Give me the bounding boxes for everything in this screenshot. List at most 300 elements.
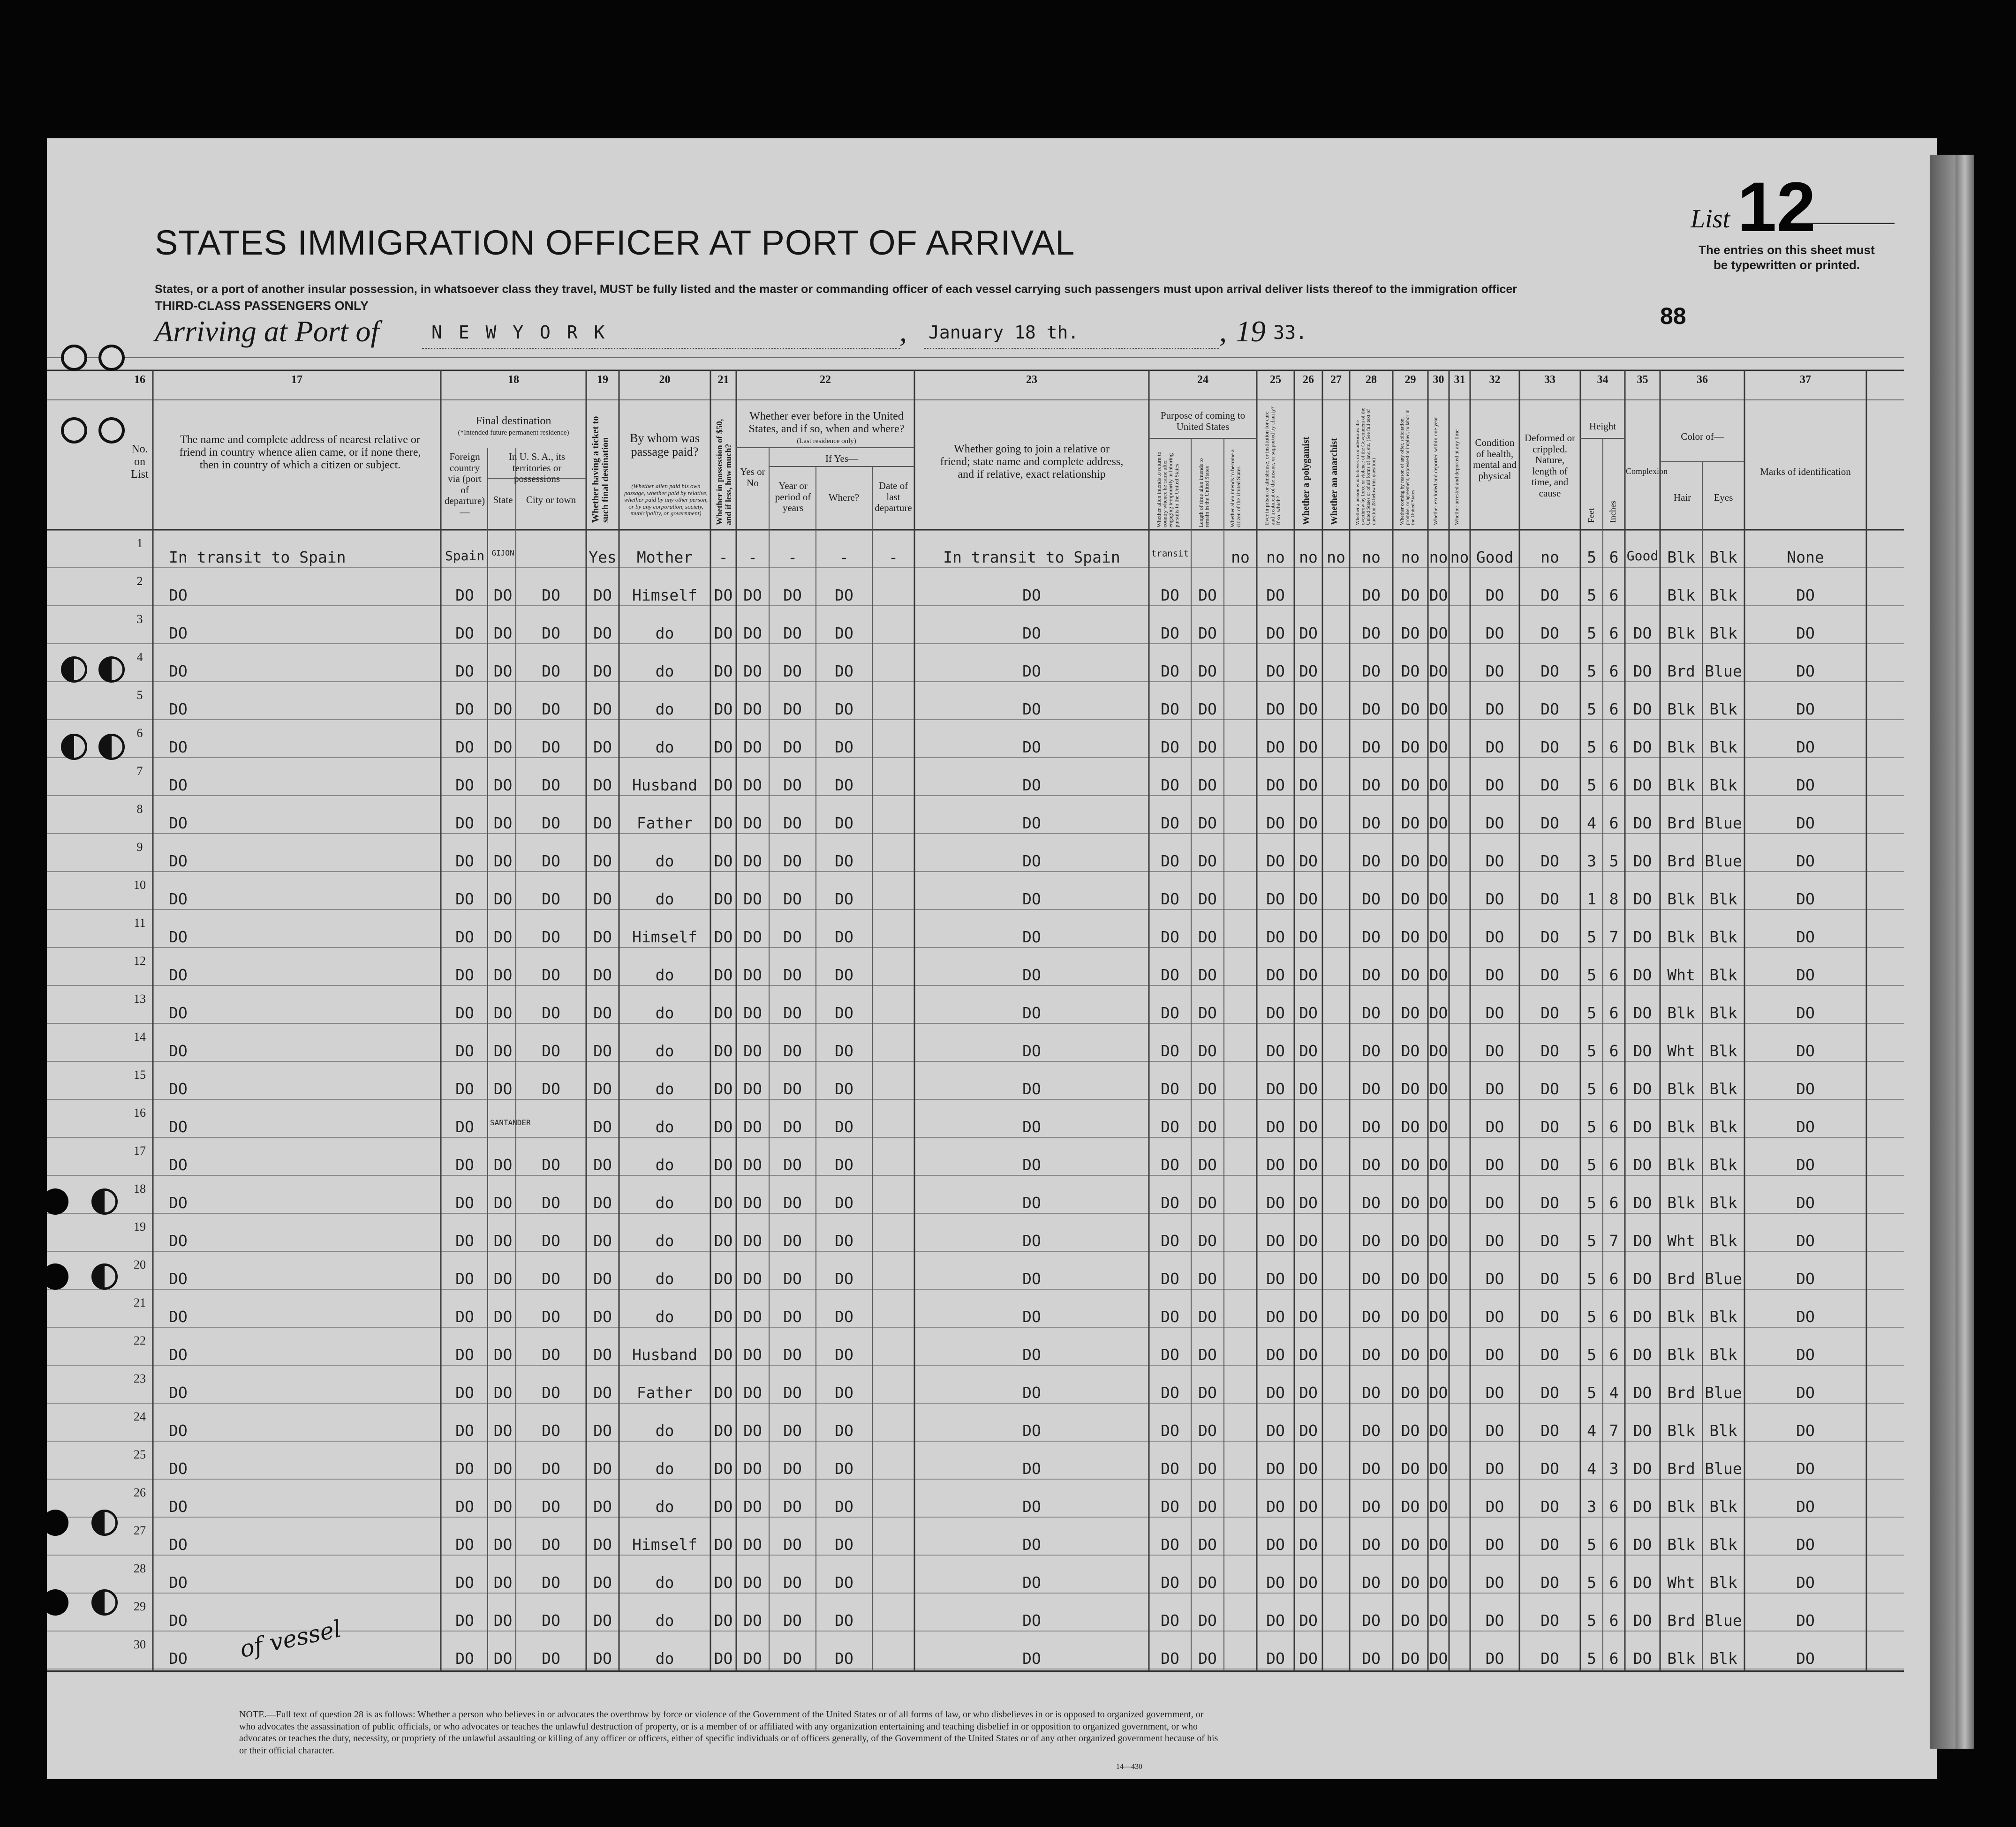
cell-c36h: Brd — [1667, 1611, 1695, 1630]
row-number: 11 — [134, 916, 146, 930]
cell-c34f: 5 — [1587, 1611, 1596, 1630]
cell-c21: DO — [714, 1118, 733, 1136]
cell-c19: DO — [593, 1383, 612, 1402]
cell-c24a: DO — [1161, 1535, 1179, 1554]
cell-c24a: DO — [1161, 1156, 1179, 1174]
cell-c36h: Wht — [1667, 1232, 1695, 1250]
cell-c32: DO — [1485, 928, 1504, 946]
cell-c24a: DO — [1161, 1421, 1179, 1440]
cell-c30: DO — [1429, 624, 1448, 642]
col-number-35: 35 — [1637, 374, 1648, 386]
cell-c36e: Blk — [1709, 1156, 1737, 1174]
cell-c19: DO — [593, 1080, 612, 1098]
cell-c29: DO — [1401, 852, 1420, 870]
cell-c30: DO — [1429, 738, 1448, 756]
cell-c35: DO — [1633, 1383, 1652, 1402]
row-number: 30 — [134, 1638, 146, 1651]
cell-c22b: DO — [783, 1232, 802, 1250]
cell-c18c: DO — [542, 662, 560, 680]
cell-c25: DO — [1266, 852, 1285, 870]
cell-c23: DO — [1022, 1383, 1041, 1402]
cell-c24a: DO — [1161, 662, 1179, 680]
cell-c18a: DO — [455, 890, 474, 908]
cell-c36e: Blk — [1709, 1194, 1737, 1212]
cell-c21: DO — [714, 814, 733, 832]
row-number: 16 — [134, 1106, 146, 1120]
cell-c23: DO — [1022, 1535, 1041, 1554]
cell-c22a: DO — [743, 928, 762, 946]
cell-c26: DO — [1299, 776, 1318, 794]
cell-c22b: DO — [783, 1004, 802, 1022]
cell-c17: DO — [169, 928, 188, 946]
cell-c37: DO — [1796, 1383, 1815, 1402]
arrival-date: January 18 th. — [929, 322, 1079, 343]
cell-c18c: DO — [542, 814, 560, 832]
cell-c26: DO — [1299, 966, 1318, 984]
cell-c26: DO — [1299, 1118, 1318, 1136]
cell-c30: DO — [1429, 852, 1448, 870]
cell-c17: DO — [169, 586, 188, 604]
cell-c37: DO — [1796, 1346, 1815, 1364]
cell-c32: DO — [1485, 1004, 1504, 1022]
cell-c36h: Blk — [1667, 1421, 1695, 1440]
cell-c26: DO — [1299, 890, 1318, 908]
cell-c23: DO — [1022, 928, 1041, 946]
cell-c36h: Brd — [1667, 1270, 1695, 1288]
cell-c34f: 5 — [1587, 1308, 1596, 1326]
cell-c18c: DO — [542, 624, 560, 642]
row-number: 7 — [136, 764, 143, 778]
cell-c18b: DO — [493, 1270, 513, 1288]
cell-c18b: DO — [493, 1497, 513, 1516]
cell-c26: DO — [1299, 1232, 1318, 1250]
cell-c36e: Blk — [1709, 1080, 1737, 1098]
cell-c32: DO — [1485, 1383, 1504, 1402]
col-number-29: 29 — [1404, 374, 1416, 386]
cell-c32: DO — [1485, 776, 1504, 794]
cell-c34i: 6 — [1609, 662, 1619, 680]
cell-c28: DO — [1362, 700, 1381, 718]
cell-c20: do — [655, 662, 674, 680]
cell-c18c: DO — [542, 1194, 560, 1212]
cell-c24b: DO — [1198, 624, 1217, 642]
cell-c36e: Blk — [1709, 548, 1737, 566]
row-number: 27 — [134, 1524, 146, 1537]
cell-c22a: DO — [743, 1042, 762, 1060]
cell-c29: DO — [1401, 1497, 1420, 1516]
cell-c24b: DO — [1198, 1308, 1217, 1326]
cell-c23: DO — [1022, 1042, 1041, 1060]
cell-c32: Good — [1476, 548, 1514, 566]
cell-c24b: DO — [1198, 1421, 1217, 1440]
cell-c34f: 1 — [1587, 890, 1596, 908]
cell-c33: DO — [1540, 1573, 1559, 1592]
cell-c26: DO — [1299, 852, 1318, 870]
cell-c18c: DO — [542, 1573, 560, 1592]
cell-c29: DO — [1401, 1156, 1420, 1174]
header-inches: Inches — [1608, 501, 1617, 523]
cell-c19: DO — [593, 1156, 612, 1174]
cell-c37: DO — [1796, 586, 1815, 604]
cell-c28: DO — [1362, 1042, 1381, 1060]
cell-c32: DO — [1485, 662, 1504, 680]
col-number-19: 19 — [597, 374, 608, 386]
cell-c30: DO — [1429, 1459, 1448, 1478]
cell-c30: DO — [1429, 1156, 1448, 1174]
cell-c30: no — [1429, 548, 1448, 566]
cell-c29: no — [1401, 548, 1420, 566]
cell-c36e: Blk — [1709, 586, 1737, 604]
cell-c36e: Blk — [1709, 1346, 1737, 1364]
cell-c21: DO — [714, 1156, 733, 1174]
row-number: 23 — [134, 1372, 146, 1385]
port-dotted-line — [422, 348, 900, 349]
cell-c24b: DO — [1198, 890, 1217, 908]
cell-c19: DO — [593, 1611, 612, 1630]
cell-c19: DO — [593, 928, 612, 946]
cell-c28: DO — [1362, 890, 1381, 908]
cell-c19: DO — [593, 624, 612, 642]
cell-c20: do — [655, 890, 674, 908]
cell-c21: DO — [714, 1649, 733, 1668]
cell-c18b: SANTANDER — [490, 1118, 531, 1127]
binder-hole — [42, 1263, 68, 1290]
cell-c22a: DO — [743, 1573, 762, 1592]
header-foreign-country: Foreign country via (port of departure)— — [444, 451, 485, 518]
cell-c22b: DO — [783, 1573, 802, 1592]
cell-c22a: DO — [743, 1270, 762, 1288]
cell-c29: DO — [1401, 1611, 1420, 1630]
col-number-37: 37 — [1800, 374, 1811, 386]
binder-hole — [98, 656, 125, 683]
cell-c30: DO — [1429, 776, 1448, 794]
cell-c22b: DO — [783, 928, 802, 946]
cell-c17: DO — [169, 1042, 188, 1060]
cell-c19: DO — [593, 1421, 612, 1440]
cell-c18c: DO — [542, 1308, 560, 1326]
header-ever-before-us: Whether ever before in the United States, and if so, when and where? — [748, 410, 905, 435]
cell-c19: DO — [593, 852, 612, 870]
col-number-24: 24 — [1197, 374, 1208, 386]
cell-c21: - — [718, 548, 728, 566]
cell-c22b: DO — [783, 1421, 802, 1440]
col-number-22: 22 — [820, 374, 831, 386]
cell-c21: DO — [714, 1573, 733, 1592]
cell-c18b: DO — [493, 1611, 513, 1630]
cell-c25: DO — [1266, 1042, 1285, 1060]
cell-c18a: DO — [455, 662, 474, 680]
cell-c24b: DO — [1198, 776, 1217, 794]
cell-c34i: 6 — [1609, 1194, 1619, 1212]
list-number: 12 — [1737, 167, 1816, 246]
cell-c33: DO — [1540, 890, 1559, 908]
cell-c33: DO — [1540, 814, 1559, 832]
entries-note-line-1: The entries on this sheet must — [1699, 243, 1875, 257]
cell-c25: DO — [1266, 966, 1285, 984]
cell-c34i: 7 — [1609, 1421, 1619, 1440]
cell-c18b: GIJON — [491, 549, 514, 557]
header-labor-offer: Whether coming by reason of any offer, solicitation, promise, or agreement, expressed or implied, to labor in the United States — [1399, 409, 1416, 525]
cell-c18b: DO — [493, 1232, 513, 1250]
cell-c34i: 6 — [1609, 1004, 1619, 1022]
cell-c26: DO — [1299, 1194, 1318, 1212]
cell-c36e: Blk — [1709, 966, 1737, 984]
cell-c31: no — [1450, 548, 1469, 566]
cell-c17: In transit to Spain — [169, 548, 346, 566]
cell-c29: DO — [1401, 662, 1420, 680]
cell-c18c: DO — [542, 700, 560, 718]
row-number: 24 — [134, 1410, 146, 1423]
cell-c35: DO — [1633, 1270, 1652, 1288]
cell-c17: DO — [169, 1611, 188, 1630]
row-number: 17 — [134, 1144, 146, 1158]
cell-c36e: Blk — [1709, 1421, 1737, 1440]
header-feet: Feet — [1586, 508, 1596, 523]
cell-c18c: DO — [542, 928, 560, 946]
cell-c28: DO — [1362, 1573, 1381, 1592]
cell-c25: DO — [1266, 1383, 1285, 1402]
cell-c18b: DO — [493, 1194, 513, 1212]
cell-c33: DO — [1540, 966, 1559, 984]
cell-c28: DO — [1362, 1421, 1381, 1440]
cell-c26: DO — [1299, 1156, 1318, 1174]
header-purpose-length: Length of time alien intends to remain in the United States — [1198, 458, 1210, 527]
handwritten-note: of vessel — [237, 1615, 344, 1663]
year-suffix: 33. — [1273, 322, 1307, 344]
cell-c22c: DO — [835, 1156, 853, 1174]
cell-c32: DO — [1485, 1194, 1504, 1212]
cell-c35: DO — [1633, 776, 1652, 794]
cell-c17: DO — [169, 624, 188, 642]
cell-c34i: 6 — [1609, 1497, 1619, 1516]
cell-c30: DO — [1429, 1611, 1448, 1630]
cell-c29: DO — [1401, 1270, 1420, 1288]
cell-c32: DO — [1485, 1459, 1504, 1478]
cell-c32: DO — [1485, 1080, 1504, 1098]
cell-c22b: DO — [783, 738, 802, 756]
cell-c34f: 5 — [1587, 662, 1596, 680]
header-prison: Ever in prison or almshouse, or institution for care and treatment of the insane, or supported by charity? If so, which? — [1263, 406, 1282, 525]
cell-c23: DO — [1022, 852, 1041, 870]
cell-c36e: Blk — [1709, 1118, 1737, 1136]
cell-c37: None — [1787, 548, 1824, 566]
cell-c18c: DO — [542, 1421, 560, 1440]
cell-c22c: DO — [835, 1232, 853, 1250]
cell-c21: DO — [714, 890, 733, 908]
cell-c32: DO — [1485, 738, 1504, 756]
cell-c36e: Blk — [1709, 928, 1737, 946]
cell-c34i: 6 — [1609, 1042, 1619, 1060]
cell-c32: DO — [1485, 1232, 1504, 1250]
cell-c34i: 6 — [1609, 738, 1619, 756]
cell-c30: DO — [1429, 814, 1448, 832]
cell-c17: DO — [169, 1080, 188, 1098]
cell-c21: DO — [714, 738, 733, 756]
cell-c19: DO — [593, 1459, 612, 1478]
cell-c36e: Blk — [1709, 624, 1737, 642]
cell-c25: DO — [1266, 1004, 1285, 1022]
cell-c33: DO — [1540, 1346, 1559, 1364]
cell-c20: do — [655, 1459, 674, 1478]
cell-c18c: DO — [542, 1232, 560, 1250]
cell-c20: Husband — [632, 776, 698, 794]
cell-c23: DO — [1022, 1156, 1041, 1174]
header-purpose: Purpose of coming to United States — [1160, 410, 1246, 432]
cell-c23: DO — [1022, 1611, 1041, 1630]
cell-c36h: Blk — [1667, 700, 1695, 718]
cell-c20: do — [655, 1611, 674, 1630]
header-years: Year or period of years — [775, 480, 811, 514]
row-number: 3 — [136, 612, 143, 626]
cell-c18b: DO — [493, 1421, 513, 1440]
cell-c22b: DO — [783, 1459, 802, 1478]
cell-c24b: DO — [1198, 738, 1217, 756]
cell-c22b: DO — [783, 1346, 802, 1364]
cell-c17: DO — [169, 1194, 188, 1212]
cell-c26: DO — [1299, 1004, 1318, 1022]
cell-c36e: Blk — [1709, 738, 1737, 756]
cell-c26: DO — [1299, 1346, 1318, 1364]
header-purpose-return: Whether alien intends to return to country whence he came after engaging temporarily in laboring pursuits in the United States — [1155, 451, 1180, 527]
binder-hole — [98, 734, 125, 760]
cell-c28: DO — [1362, 966, 1381, 984]
cell-c37: DO — [1796, 662, 1815, 680]
cell-c25: DO — [1266, 890, 1285, 908]
cell-c28: DO — [1362, 738, 1381, 756]
cell-c36h: Brd — [1667, 814, 1695, 832]
cell-c33: DO — [1540, 1270, 1559, 1288]
cell-c28: DO — [1362, 586, 1381, 604]
cell-c36h: Blk — [1667, 548, 1695, 566]
cell-c18a: DO — [455, 586, 474, 604]
cell-c22b: DO — [783, 1308, 802, 1326]
header-possession-50: Whether in possession of $50, and if less, how much? — [715, 419, 733, 525]
cell-c28: DO — [1362, 1080, 1381, 1098]
cell-c22a: DO — [743, 586, 762, 604]
cell-c37: DO — [1796, 1497, 1815, 1516]
cell-c18a: DO — [455, 852, 474, 870]
cell-c28: DO — [1362, 1383, 1381, 1402]
cell-c29: DO — [1401, 1118, 1420, 1136]
cell-c29: DO — [1401, 928, 1420, 946]
cell-c29: DO — [1401, 1573, 1420, 1592]
cell-c34i: 6 — [1609, 1535, 1619, 1554]
cell-c22c: DO — [835, 776, 853, 794]
cell-c22c: DO — [835, 1611, 853, 1630]
cell-c24a: DO — [1161, 1042, 1179, 1060]
cell-c20: do — [655, 1573, 674, 1592]
cell-c25: no — [1266, 548, 1285, 566]
cell-c37: DO — [1796, 928, 1815, 946]
cell-c34i: 6 — [1609, 1308, 1619, 1326]
cell-c20: Father — [636, 1383, 693, 1402]
header-excluded: Whether excluded and deported within one year — [1432, 417, 1439, 525]
cell-c18a: DO — [455, 1383, 474, 1402]
cell-c22a: DO — [743, 700, 762, 718]
cell-c20: do — [655, 1232, 674, 1250]
cell-c22c: DO — [835, 1383, 853, 1402]
header-height: Height — [1589, 421, 1616, 432]
row-number: 9 — [136, 840, 143, 854]
cell-c22a: DO — [743, 1649, 762, 1668]
cell-c20: do — [655, 624, 674, 642]
cell-c24a: DO — [1161, 1611, 1179, 1630]
cell-c22c: DO — [835, 928, 853, 946]
row-number: 10 — [134, 878, 146, 892]
cell-c24a: DO — [1161, 624, 1179, 642]
cell-c32: DO — [1485, 1156, 1504, 1174]
cell-c18b: DO — [493, 700, 513, 718]
cell-c34i: 6 — [1609, 586, 1619, 604]
cell-c18b: DO — [493, 1346, 513, 1364]
cell-c28: DO — [1362, 624, 1381, 642]
cell-c18b: DO — [493, 890, 513, 908]
cell-c36e: Blk — [1709, 1004, 1737, 1022]
cell-c22b: DO — [783, 1118, 802, 1136]
cell-c22c: DO — [835, 1535, 853, 1554]
cell-c32: DO — [1485, 1346, 1504, 1364]
cell-c18c: DO — [542, 1346, 560, 1364]
cell-c18c: DO — [542, 1004, 560, 1022]
row-number: 14 — [134, 1030, 146, 1044]
row-number: 4 — [136, 650, 143, 664]
cell-c21: DO — [714, 776, 733, 794]
cell-c24b: DO — [1198, 1346, 1217, 1364]
cell-c34f: 5 — [1587, 1649, 1596, 1668]
cell-c36e: Blk — [1709, 1535, 1737, 1554]
cell-c18c: DO — [542, 852, 560, 870]
cell-c19: DO — [593, 662, 612, 680]
cell-c30: DO — [1429, 1346, 1448, 1364]
cell-c25: DO — [1266, 1080, 1285, 1098]
cell-c17: DO — [169, 1118, 188, 1136]
cell-c34f: 5 — [1587, 1156, 1596, 1174]
cell-c36h: Blk — [1667, 1346, 1695, 1364]
header-state: State — [493, 494, 513, 505]
cell-c24a: DO — [1161, 1004, 1179, 1022]
header-passage-paid-note: (Whether alien paid his own passage, whether paid by relative, whether paid by any other person, or by any corporation, society, municipality, or government) — [624, 482, 708, 517]
cell-c33: DO — [1540, 1232, 1559, 1250]
cell-c28: DO — [1362, 662, 1381, 680]
cell-c19: DO — [593, 1649, 612, 1668]
cell-c30: DO — [1429, 586, 1448, 604]
cell-c25: DO — [1266, 776, 1285, 794]
cell-c35: DO — [1633, 1118, 1652, 1136]
cell-c35: DO — [1633, 1497, 1652, 1516]
cell-c36h: Blk — [1667, 1194, 1695, 1212]
cell-c20: do — [655, 966, 674, 984]
cell-c24c: no — [1231, 548, 1250, 566]
cell-c24b: DO — [1198, 1535, 1217, 1554]
cell-c18c: DO — [542, 1042, 560, 1060]
cell-c25: DO — [1266, 1611, 1285, 1630]
list-label: List — [1691, 204, 1730, 233]
cell-c21: DO — [714, 1004, 733, 1022]
cell-c35: DO — [1633, 624, 1652, 642]
header-eyes: Eyes — [1714, 492, 1733, 503]
cell-c37: DO — [1796, 1118, 1815, 1136]
cell-c24a: DO — [1161, 738, 1179, 756]
cell-c21: DO — [714, 1194, 733, 1212]
col-number-23: 23 — [1026, 374, 1037, 386]
cell-c21: DO — [714, 852, 733, 870]
cell-c32: DO — [1485, 1421, 1504, 1440]
header-last-residence: (Last residence only) — [797, 437, 856, 445]
cell-c18c: DO — [542, 1383, 560, 1402]
cell-c30: DO — [1429, 1194, 1448, 1212]
cell-c32: DO — [1485, 700, 1504, 718]
cell-c17: DO — [169, 1421, 188, 1440]
